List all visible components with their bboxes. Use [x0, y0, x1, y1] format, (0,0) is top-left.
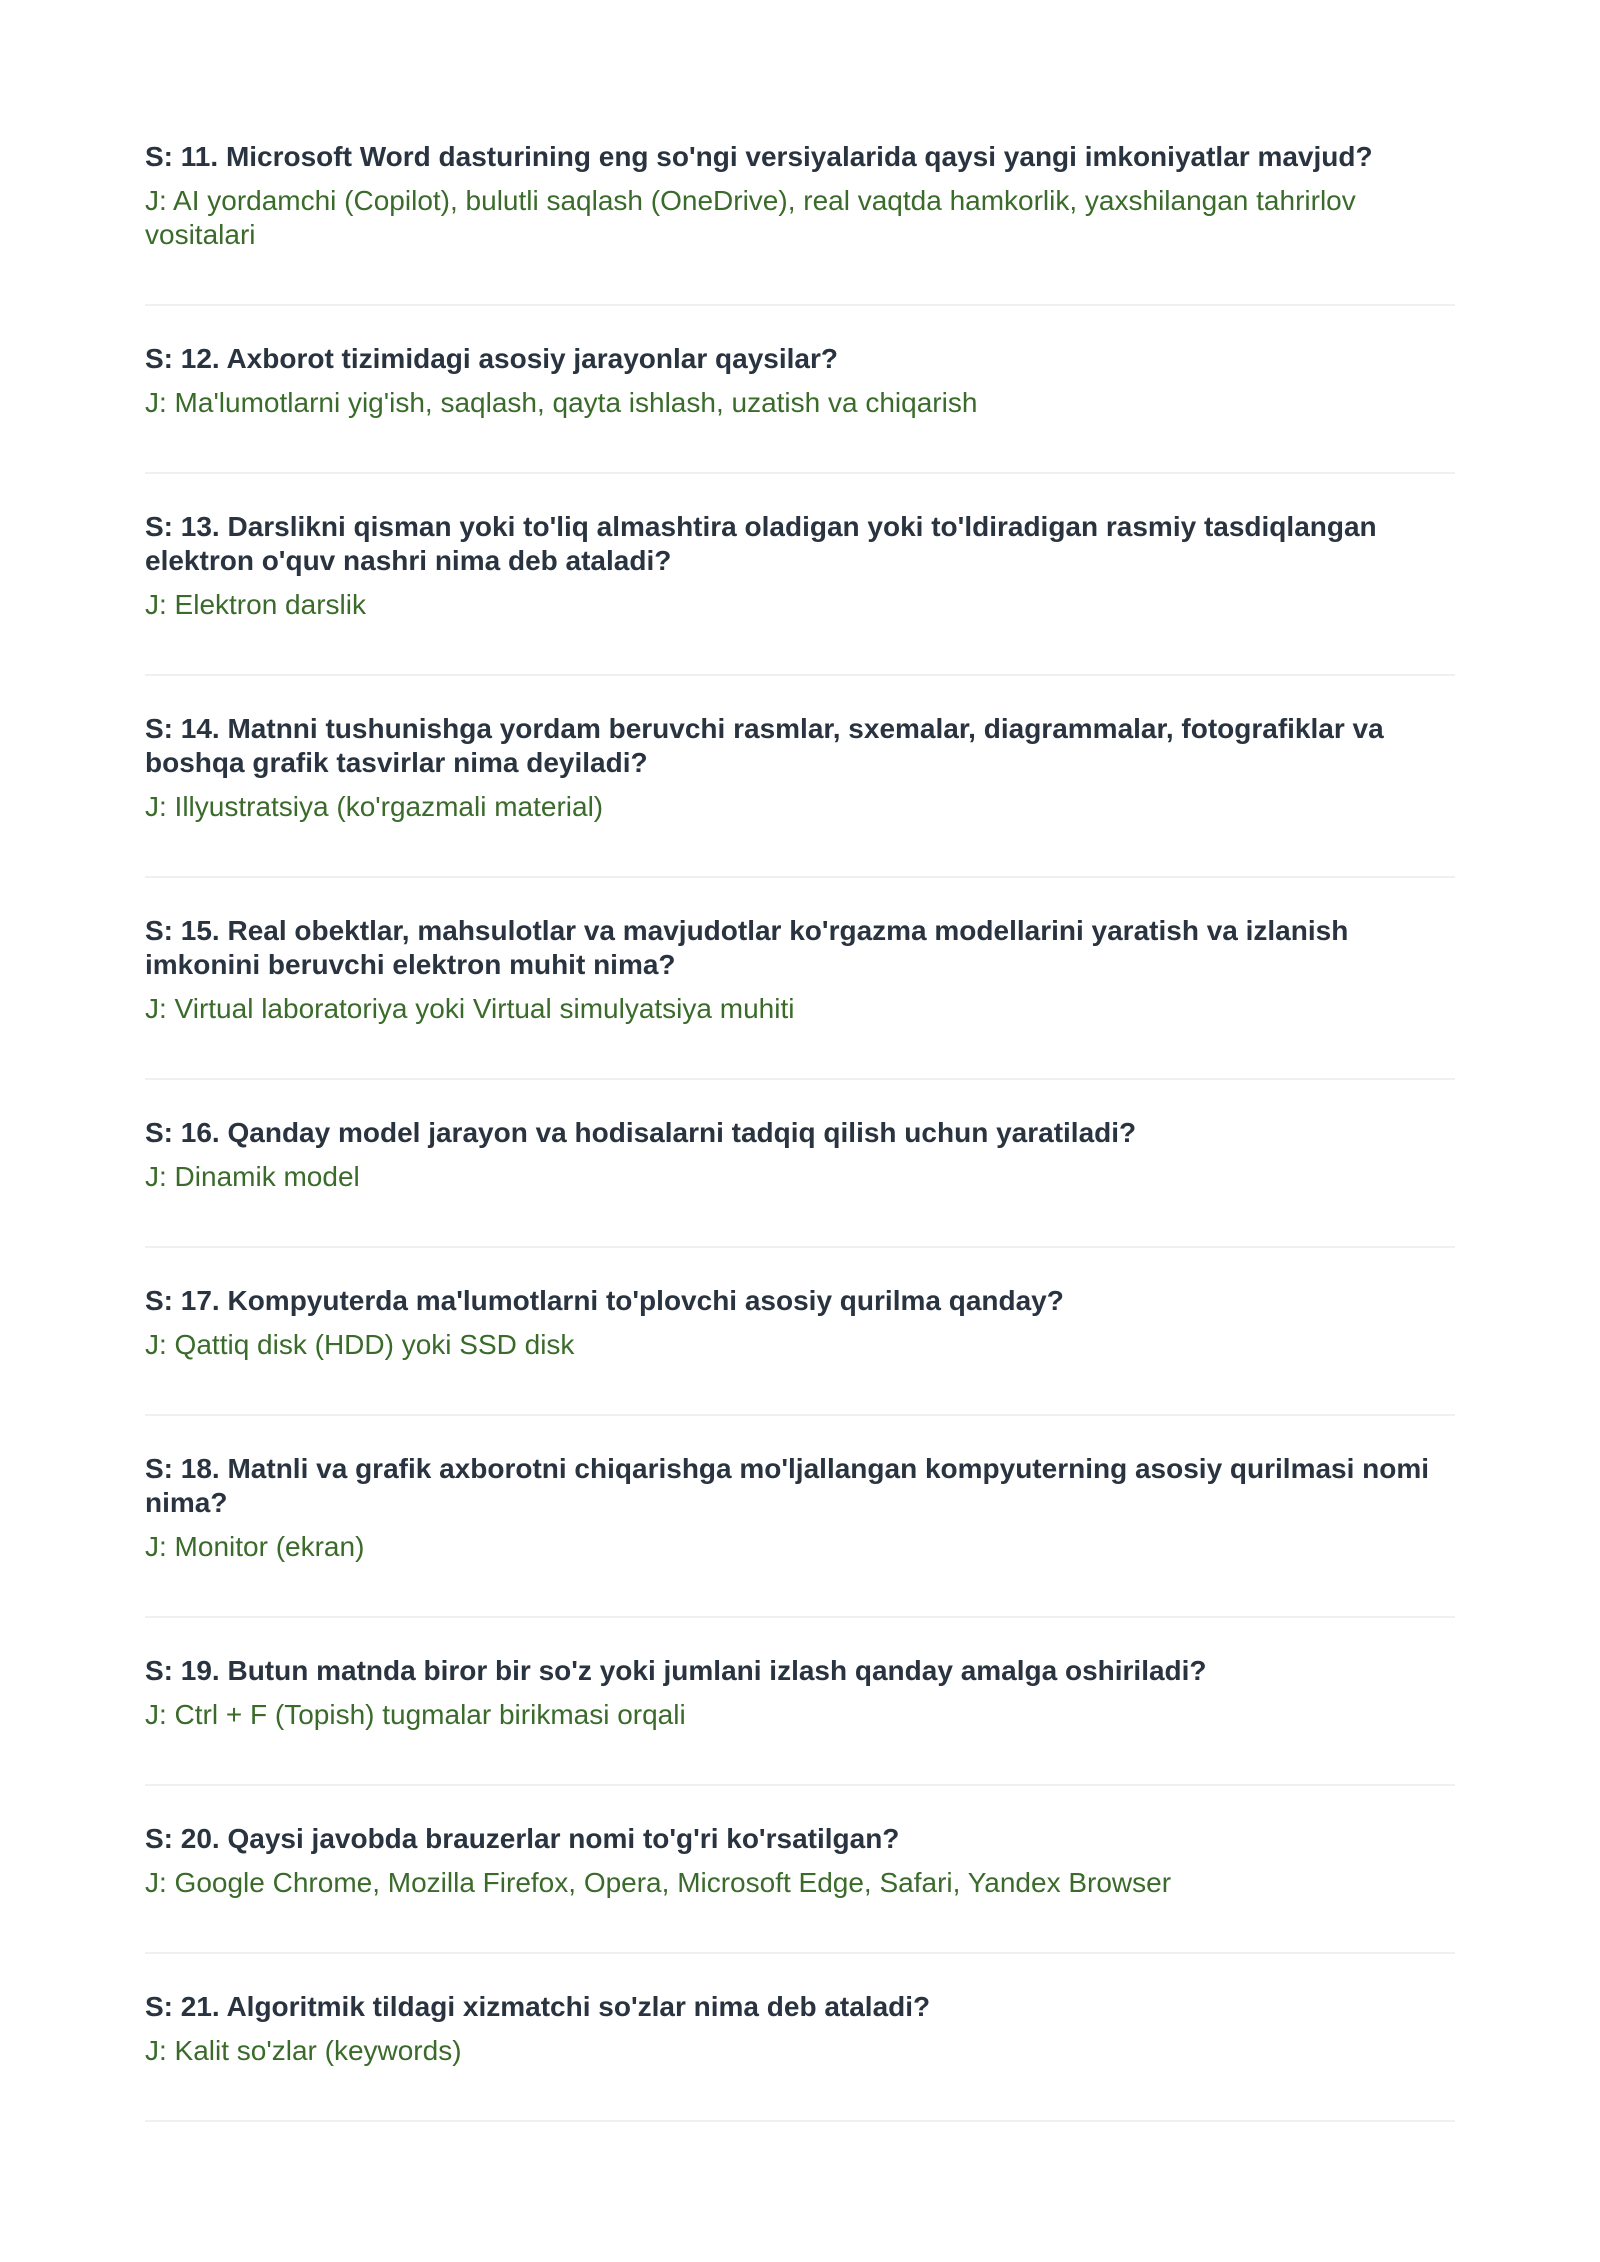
question-17: S: 17. Kompyuterda ma'lumotlarni to'plovchi asosiy qurilma qanday?	[145, 1285, 1064, 1316]
question-14: S: 14. Matnni tushunishga yordam beruvchi rasmlar, sxemalar, diagrammalar, fotografiklar va boshqa grafik tasvirlar nima deyiladi?	[145, 713, 1384, 778]
qa-item-20	[145, 1822, 1455, 1954]
question-18: S: 18. Matnli va grafik axborotni chiqarishga mo'ljallangan kompyuterning asosiy qurilmasi nomi nima?	[145, 1453, 1430, 1518]
question-13: S: 13. Darslikni qisman yoki to'liq almashtira oladigan yoki to'ldiradigan rasmiy tasdiqlangan elektron o'quv nashri nima deb ataladi?	[145, 511, 1377, 576]
question-20: S: 20. Qaysi javobda brauzerlar nomi to'g'ri ko'rsatilgan?	[145, 1823, 900, 1854]
question-16: S: 16. Qanday model jarayon va hodisalarni tadqiq qilish uchun yaratiladi?	[145, 1117, 1137, 1148]
qa-item-13	[145, 510, 1455, 676]
answer-16: J: Dinamik model	[145, 1161, 360, 1192]
answer-18: J: Monitor (ekran)	[145, 1531, 365, 1562]
qa-item-15	[145, 914, 1455, 1080]
qa-item-18	[145, 1452, 1455, 1618]
answer-15: J: Virtual laboratoriya yoki Virtual simulyatsiya muhiti	[145, 993, 795, 1024]
question-21: S: 21. Algoritmik tildagi xizmatchi so'zlar nima deb ataladi?	[145, 1991, 931, 2022]
qa-item-16	[145, 1116, 1455, 1248]
answer-17: J: Qattiq disk (HDD) yoki SSD disk	[145, 1329, 575, 1360]
answer-20: J: Google Chrome, Mozilla Firefox, Opera, Microsoft Edge, Safari, Yandex Browser	[145, 1867, 1172, 1898]
answer-21: J: Kalit so'zlar (keywords)	[145, 2035, 462, 2066]
qa-item-17	[145, 1284, 1455, 1416]
qa-item-11	[145, 140, 1455, 306]
qa-item-19	[145, 1654, 1455, 1786]
qa-item-21	[145, 1990, 1455, 2122]
question-11: S: 11. Microsoft Word dasturining eng so'ngi versiyalarida qaysi yangi imkoniyatlar mavjud?	[145, 141, 1373, 172]
qa-item-14	[145, 712, 1455, 878]
question-12: S: 12. Axborot tizimidagi asosiy jarayonlar qaysilar?	[145, 343, 838, 374]
answer-12: J: Ma'lumotlarni yig'ish, saqlash, qayta ishlash, uzatish va chiqarish	[145, 387, 978, 418]
answer-11: J: AI yordamchi (Copilot), bulutli saqlash (OneDrive), real vaqtda hamkorlik, yaxshilangan tahrirlov vositalari	[145, 185, 1356, 250]
answer-13: J: Elektron darslik	[145, 589, 366, 620]
answer-14: J: Illyustratsiya (ko'rgazmali material)	[145, 791, 604, 822]
question-15: S: 15. Real obektlar, mahsulotlar va mavjudotlar ko'rgazma modellarini yaratish va izlanish imkonini beruvchi elektron muhit nima?	[145, 915, 1349, 980]
question-19: S: 19. Butun matnda biror bir so'z yoki jumlani izlash qanday amalga oshiriladi?	[145, 1655, 1207, 1686]
answer-19: J: Ctrl + F (Topish) tugmalar birikmasi orqali	[145, 1699, 686, 1730]
qa-item-12	[145, 342, 1455, 474]
qa-list	[145, 140, 1455, 2122]
